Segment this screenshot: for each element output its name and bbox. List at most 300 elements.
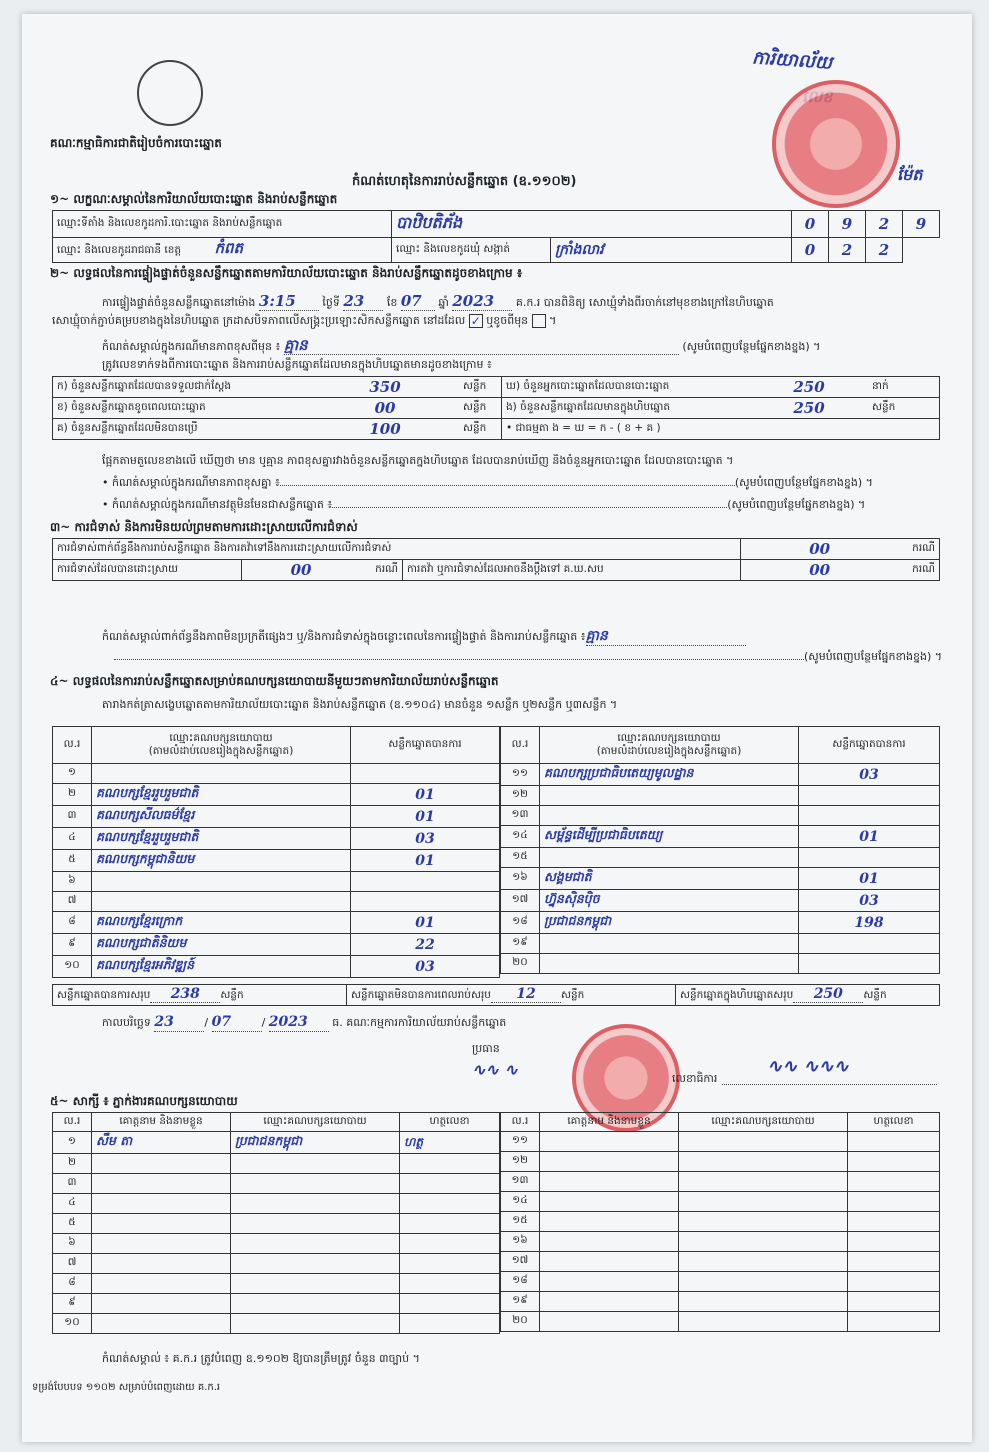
s4-date-year: 2023 [269,1014,329,1032]
s4-party-row [501,764,940,786]
s5-witness-row [53,1154,500,1174]
s5-row-name [540,1272,679,1292]
s4-row-votes: 01 [351,784,500,806]
s4-row-votes: 22 [351,934,500,956]
s2-note-hint: (សូមបំពេញបន្ថែមផ្នែកខាងខ្នង) ។ [682,340,821,353]
s4-row-no: ៩ [53,934,92,956]
s2-bullet1-hint: (សូមបំពេញបន្ថែមផ្នែកខាងខ្នង) ។ [734,476,873,489]
s4-row-no: ១១ [501,764,540,786]
s5-row-sign [848,1312,940,1332]
s5-col-name: គោត្តនាម និងនាមខ្លួន [92,1113,231,1132]
s2-unit: សន្លឹក [459,419,502,440]
s2-value: 350 [311,377,459,398]
s4-totals [52,984,940,1006]
s5-row-party [231,1234,400,1254]
s4-party-row [501,786,940,806]
s2-time-text: ការផ្ទៀងផ្ទាត់ចំនួនសន្លឹកឆ្នោតនៅម៉ោង [102,296,256,309]
s4-total-invalid-label: សន្លឹកឆ្នោតមិនបានការពេលរាប់សរុប [351,989,491,1001]
s4-party-row [501,826,940,848]
s5-row-sign [400,1174,500,1194]
s4-party-row [53,956,500,978]
s5-row-party [231,1214,400,1234]
s1-code-digit: 9 [903,211,940,238]
s5-row-name [540,1312,679,1332]
s5-row-no: ២០ [501,1312,540,1332]
s4-row-party: គណបក្សខ្មែរក្រោក [92,912,351,934]
s4-row-votes [351,872,500,892]
s4-president-label: ប្រធាន [472,1042,500,1055]
s3-row2-value: 00 [242,560,361,581]
s4-row-party: គណបក្សប្រជាធិបតេយ្យមូលដ្ឋាន [540,764,799,786]
s4-row-no: ១៣ [501,806,540,826]
s2-damaged-checkbox-icon[interactable] [532,314,546,328]
s1-polling-station: បាឋិបតិភ័ង [392,211,792,238]
s4-total-box-unit: សន្លឹក [863,989,887,1001]
s4-row-no: ១៨ [501,912,540,934]
s1-commune-code: 2 [866,238,903,263]
s5-row-party [679,1312,848,1332]
s4-row-no: ១៥ [501,848,540,868]
s4-col-no: ល.រ [501,727,540,764]
s4-left-table [52,726,500,978]
s2-year-label: ឆ្នាំ [438,296,449,309]
s4-col-party-sub: (តាមលំដាប់លេខរៀងក្នុងសន្លឹកឆ្នោត) [596,745,742,757]
s2-line1 [102,292,774,311]
s2-bullet2-hint: (សូមបំពេញបន្ថែមផ្នែកខាងខ្នង) ។ [727,498,866,511]
s5-row-name: សឹម តា [92,1132,231,1154]
s3-row2-label: ការជំទាស់ដែលបានដោះស្រាយ [53,560,242,581]
s2-line1-tail: គ.ក.រ បានពិនិត្យ សោឃ្មុំទាំងពីរចាក់នៅមុខខាងក្រៅនៃហិបឆ្នោត [515,296,774,309]
s5-row-sign: ហត្ថ [400,1132,500,1154]
s1-code-digit: 0 [792,211,829,238]
footer-note: កំណត់សម្គាល់ ៖ គ.ក.រ ត្រូវបំពេញ ឧ.១១០២ ឱ្យបានត្រឹមត្រូវ ចំនួន ៣ច្បាប់ ។ [102,1352,420,1365]
s2-bullet2-line [102,498,865,511]
s5-row-no: ១៧ [501,1252,540,1272]
s2-year-value: 2023 [452,292,512,311]
s4-row-no: ៦ [53,872,92,892]
s5-witness-row [501,1172,940,1192]
s2-unchanged-checkbox-icon[interactable]: ✓ [470,314,481,328]
s5-witness-row [53,1194,500,1214]
s5-witness-row [501,1252,940,1272]
s2-formula: • ជាធម្មតា ង = ឃ = ក - ( ខ + គ ) [502,419,940,440]
s2-bullet2: • កំណត់សម្គាល់ក្នុងករណីមានវត្ថុមិនមែនជាសន្លឹកឆ្នោត ៖ [102,498,333,511]
s4-total-valid-cell [53,985,347,1006]
s2-label: គ) ចំនួនសន្លឹកឆ្នោតដែលមិនបានប្រើ [53,419,312,440]
s4-row-party: ហ្វ៊ុនស៊ិនប៉ិច [540,890,799,912]
s2-row [53,377,940,398]
s4-date-day: 23 [154,1014,204,1032]
s4-row-votes: 03 [351,828,500,850]
section2-title: ២~ លទ្ធផលនៃការផ្ទៀងផ្ទាត់ចំនួនសន្លឹកឆ្នោតតាមការិយាល័យបោះឆ្នោត និងរាប់សន្លឹកឆ្នោតដូចខាងក្រោម ៖ [50,266,523,280]
s2-month-label: ខែ [386,296,398,309]
secretary-signature-icon: ∿∿ ∿∿∿ [767,1056,849,1077]
s4-col-party [540,727,799,764]
s5-row-party [231,1194,400,1214]
s5-col-no: ល.រ [53,1113,92,1132]
s4-row-no: ៥ [53,850,92,872]
s4-party-row [53,784,500,806]
s5-row-name [92,1254,231,1274]
s2-table-intro: ត្រូវលេខទាក់ទងពីការបោះឆ្នោត និងការរាប់សន្លឹកឆ្នោតដែលមានក្នុងហិបឆ្នោតមានដូចខាងក្រោម ៖ [102,358,492,371]
s4-total-invalid-unit: សន្លឹក [560,989,585,1001]
form-title: កំណត់ហេតុនៃការរាប់សន្លឹកឆ្នោត (ឧ.១១០២) [352,174,577,189]
s5-row-name [540,1172,679,1192]
s4-row-votes: 01 [799,826,940,848]
s5-row-party [231,1254,400,1274]
s4-total-box: 250 [793,986,863,1003]
s4-row-party [92,892,351,912]
s5-row-party [679,1172,848,1192]
s4-row-no: ៨ [53,912,92,934]
s5-witness-row [501,1272,940,1292]
s5-row-sign [848,1252,940,1272]
form-page [22,14,972,1442]
s4-total-box-cell [676,985,940,1006]
section5-title: ៥~ សាក្សី ៖ ភ្នាក់ងារគណបក្សនយោបាយ [50,1094,238,1108]
s5-witness-row [53,1132,500,1154]
s5-col-party: ឈ្មោះគណបក្សនយោបាយ [679,1113,848,1132]
s4-row-no: ១៤ [501,826,540,848]
s2-note-value: គ្មាន [284,336,679,355]
s4-party-row [501,848,940,868]
s4-date-month: 07 [212,1014,262,1032]
s5-row-party [231,1274,400,1294]
s4-party-row [53,934,500,956]
s4-col-party-title: ឈ្មោះគណបក្សនយោបាយ [169,732,273,745]
s2-bullet1-line [102,476,873,489]
s5-row-party [231,1154,400,1174]
s2-line2-text: សោឃ្មុំចាក់ភ្ជាប់គម្របខាងក្នុងនៃហិបឆ្នោត ក្រដាសបិទភាពលើសង្គ្រះប្រឡោះសិកសន្លឹកឆ្នោត នៅដដែល [52,314,466,327]
s4-col-party [92,727,351,764]
top-right-signature: ម៉ែត [897,165,923,184]
s5-row-no: ១៤ [501,1192,540,1212]
s4-row-votes [799,934,940,954]
s4-party-row [501,912,940,934]
s2-note [102,336,820,355]
s5-row-no: ១១ [501,1132,540,1152]
s5-row-sign [848,1232,940,1252]
s5-row-party [679,1192,848,1212]
s4-row-party: គណបក្សខ្មែររួបរួមជាតិ [92,784,351,806]
s4-row-votes [799,806,940,826]
s2-day-label: ថ្ងៃទី [322,296,340,309]
s5-row-party [679,1152,848,1172]
s5-row-no: ១ [53,1132,92,1154]
s5-row-no: ១២ [501,1152,540,1172]
s4-row-no: ២០ [501,954,540,974]
s4-party-row [53,850,500,872]
s2-row [53,398,940,419]
s5-witness-row [501,1312,940,1332]
s1-code-digit: 2 [866,211,903,238]
section1-title: ១~ លក្ខណៈសម្គាល់នៃការិយាល័យបោះឆ្នោត និងរាប់សន្លឹកឆ្នោត [50,192,338,206]
s4-row-party: គណបក្សសីលធម៌ខ្មែរ [92,806,351,828]
s5-row-name [92,1194,231,1214]
s2-label2: ង) ចំនួនសន្លឹកឆ្នោតដែលមានក្នុងហិបឆ្នោត [502,398,751,419]
s4-row-votes: 03 [799,764,940,786]
s3-note-hint: (សូមបំពេញបន្ថែមផ្នែកខាងខ្នង) ។ [803,650,942,663]
s3-row2-unit2: ករណី [899,560,940,581]
s5-row-party [679,1292,848,1312]
s5-row-party [679,1132,848,1152]
s5-witness-row [53,1274,500,1294]
s5-row-sign [400,1194,500,1214]
s4-party-row [501,934,940,954]
s5-row-name [540,1212,679,1232]
s5-row-name [540,1192,679,1212]
s2-value2: 250 [750,377,868,398]
s2-unit2: នាក់ [868,377,940,398]
s4-row-no: ១២ [501,786,540,806]
s5-row-no: ៤ [53,1194,92,1214]
s5-col-sign: ហត្ថលេខា [848,1113,940,1132]
s5-row-no: ៨ [53,1274,92,1294]
s2-row [53,419,940,440]
s1-commune-label: ឈ្មោះ និងលេខកូដឃុំ សង្កាត់ [392,238,551,263]
s1-commune-code: 0 [792,238,829,263]
s5-row-sign [400,1214,500,1234]
s4-row-party [540,848,799,868]
s4-party-row [501,890,940,912]
s5-row-name [540,1152,679,1172]
s5-row-party [679,1252,848,1272]
s5-witness-row [501,1192,940,1212]
s2-value: 100 [311,419,459,440]
s4-row-votes: 198 [799,912,940,934]
s2-unit: សន្លឹក [459,377,502,398]
s5-row-name [92,1174,231,1194]
s4-party-row [501,806,940,826]
s2-note-label: កំណត់សម្គាល់ក្នុងករណីមានភាពខុសពីមុន ៖ [102,340,281,353]
s3-note-line2 [52,650,942,663]
s2-label2: ឃ) ចំនួនអ្នកបោះឆ្នោតដែលបានបោះឆ្នោត [502,377,751,398]
s3-row1-value: 00 [740,539,899,560]
s2-unit2: សន្លឹក [868,398,940,419]
s4-row-party [92,872,351,892]
section3-title: ៣~ ការជំទាស់ និងការមិនយល់ព្រមតាមការដោះស្រាយលើការជំទាស់ [50,520,358,534]
s4-row-no: ២ [53,784,92,806]
s2-value: 00 [311,398,459,419]
s4-row-no: ១៦ [501,868,540,890]
s5-row-name [92,1294,231,1314]
s5-row-sign [848,1272,940,1292]
s5-row-sign [848,1152,940,1172]
s4-row-no: ១ [53,764,92,784]
president-signature-icon: ∿∿ ∿ [472,1060,518,1079]
s4-row-party: គណបក្សខ្មែររួបរួមជាតិ [92,828,351,850]
s5-row-party [231,1174,400,1194]
s5-row-name [92,1154,231,1174]
s2-check-line: ផ្អែកតាមតួលេខខាងលើ ឃើញថា មាន ឬគ្មាន ភាពខុសគ្នារវាងចំនួនសន្លឹកឆ្នោតក្នុងហិបឆ្នោត ដែលបានរាប់ឃើញ និងចំនួនអ្នកបោះឆ្នោត ដែលបានបោះឆ្នោត ។ [102,454,734,467]
s4-total-valid-label: សន្លឹកឆ្នោតបានការសរុប [57,989,151,1001]
s2-unit: សន្លឹក [459,398,502,419]
s5-col-no: ល.រ [501,1113,540,1132]
s3-note-label: កំណត់សម្គាល់ពាក់ព័ន្ធនឹងភាពមិនប្រក្រតីផ្សេងៗ ឬ/និងការជំទាស់ក្នុងចន្លោះពេលនៃការផ្ទៀងផ្ទាត់ និងការរាប់សន្លឹកឆ្នោត ៖ [102,630,586,643]
s5-row-no: ១៨ [501,1272,540,1292]
s5-witness-row [53,1234,500,1254]
s5-row-no: ១៩ [501,1292,540,1312]
s5-witness-row [53,1314,500,1334]
s3-note-value: គ្មាន [586,628,746,646]
s5-right-table [500,1112,940,1332]
s5-col-sign: ហត្ថលេខា [400,1113,500,1132]
s5-row-no: ១៦ [501,1232,540,1252]
s5-row-party [679,1212,848,1232]
s4-total-invalid-cell [347,985,676,1006]
s5-col-party: ឈ្មោះគណបក្សនយោបាយ [231,1113,400,1132]
s4-row-no: ៣ [53,806,92,828]
s4-col-party-title: ឈ្មោះគណបក្សនយោបាយ [617,732,721,745]
s4-total-invalid: 12 [491,986,561,1003]
s5-row-party [231,1314,400,1334]
s4-col-party-sub: (តាមលំដាប់លេខរៀងក្នុងសន្លឹកឆ្នោត) [148,745,294,757]
s5-row-sign [400,1274,500,1294]
s4-row-votes: 01 [351,912,500,934]
s1-code-digit: 9 [829,211,866,238]
s5-row-sign [848,1132,940,1152]
s4-row-no: ៧ [53,892,92,912]
s4-party-row [53,872,500,892]
s5-left-table [52,1112,500,1334]
s5-row-name [540,1132,679,1152]
s5-row-party [231,1294,400,1314]
s5-row-name [540,1252,679,1272]
s5-witness-row [501,1152,940,1172]
s1-province-label: ឈ្មោះ និងលេខកូដរាជធានី ខេត្ត [57,244,182,256]
s4-row-party: គណបក្សជាតិនិយម [92,934,351,956]
s5-row-party [679,1272,848,1292]
s4-right-table [500,726,940,974]
s5-row-party [679,1232,848,1252]
s4-row-party: ប្រជាជនកម្ពុជា [540,912,799,934]
section1-table [52,210,940,263]
s1-row1-label: ឈ្មោះទីតាំង និងលេខកូដការិ.បោះឆ្នោត និងរាប់សន្លឹកឆ្នោត [53,211,392,238]
s5-witness-row [53,1294,500,1314]
s5-witness-row [501,1132,940,1152]
s5-row-sign [848,1292,940,1312]
s4-sign-commission: ធ. គណៈកម្មការការិយាល័យរាប់សន្លឹកឆ្នោត [332,1016,507,1029]
s4-party-row [53,828,500,850]
s5-row-sign [400,1314,500,1334]
s4-col-votes: សន្លឹកឆ្នោតបានការ [351,727,500,764]
s4-row-party: សម្ព័ន្ធដើម្បីប្រជាធិបតេយ្យ [540,826,799,848]
s5-row-sign [400,1254,500,1274]
s5-row-no: ៣ [53,1174,92,1194]
s4-row-party [92,764,351,784]
s4-row-votes [799,848,940,868]
s5-row-name [92,1274,231,1294]
s4-row-votes: 03 [799,890,940,912]
s4-col-votes: សន្លឹកឆ្នោតបានការ [799,727,940,764]
s4-row-party [540,954,799,974]
s1-commune-code: 2 [829,238,866,263]
s5-row-no: ៩ [53,1294,92,1314]
s5-row-no: ៥ [53,1214,92,1234]
s4-party-row [53,764,500,784]
s2-label: ខ) ចំនួនសន្លឹកឆ្នោតខូចពេលបោះឆ្នោត [53,398,312,419]
s5-row-name [92,1214,231,1234]
s5-col-name: គោត្តនាម និងនាមខ្លួន [540,1113,679,1132]
s2-value2: 250 [750,398,868,419]
s4-row-votes [799,954,940,974]
s4-row-votes: 01 [799,868,940,890]
s4-secretary-label: លេខាធិការ [672,1072,718,1085]
s3-row2-value2: 00 [740,560,899,581]
s5-row-sign [848,1172,940,1192]
s5-row-name [92,1314,231,1334]
s5-row-sign [400,1294,500,1314]
nec-emblem-icon [137,60,203,126]
s2-label: ក) ចំនួនសន្លឹកឆ្នោតដែលបានទទួលជាក់ស្តែង [53,377,312,398]
s4-row-votes: 01 [351,806,500,828]
s1-row2-label [53,238,392,263]
s1-commune-value: ក្រាំងលាវ [551,238,792,263]
s2-bullet1: • កំណត់សម្គាល់ក្នុងករណីមានភាពខុសគ្នា ៖ [102,476,280,489]
s3-note [102,628,746,646]
s5-witness-row [501,1232,940,1252]
s5-row-sign [400,1154,500,1174]
s4-party-row [53,806,500,828]
s5-row-sign [400,1234,500,1254]
s5-row-no: ១៥ [501,1212,540,1232]
s5-witness-row [53,1174,500,1194]
s5-row-party: ប្រជាជនកម្ពុជា [231,1132,400,1154]
s5-witness-row [501,1212,940,1232]
s4-party-row [501,954,940,974]
s4-row-party [540,786,799,806]
s4-total-valid: 238 [150,986,220,1003]
s4-row-no: ១០ [53,956,92,978]
s5-row-no: ៧ [53,1254,92,1274]
s4-row-votes [799,786,940,806]
s5-row-sign [848,1212,940,1232]
s5-row-no: ១៣ [501,1172,540,1192]
footer-form-ref: ទម្រង់បែបបទ ១១០២ សម្រាប់បំពេញដោយ គ.ក.រ [32,1382,221,1393]
s5-row-sign [848,1192,940,1212]
s4-total-box-label: សន្លឹកឆ្នោតក្នុងហិបឆ្នោតសរុប [680,989,794,1001]
s1-province-value: កំពត [214,239,244,257]
s3-row1-unit: ករណី [899,539,940,560]
s4-row-party [540,934,799,954]
s2-time-value: 3:15 [259,292,319,311]
s2-line2-tail: ឬខូចពីមុន [486,314,529,327]
s5-row-no: ៦ [53,1234,92,1254]
s5-row-name [540,1232,679,1252]
s4-intro: តារាងកត់ត្រាសង្ខេបឆ្នោតតាមការិយាល័យបោះឆ្នោត និងរាប់សន្លឹកឆ្នោត (ឧ.១១០៤) មានចំនួន ១សន្លឹក ឬ២សន្លឹក ឬ៣សន្លឹក ។ [102,698,618,711]
s5-row-name [540,1292,679,1312]
top-right-handwriting: ការិយាល័យ [751,47,833,74]
section4-title: ៤~ លទ្ធផលនៃការរាប់សន្លឹកឆ្នោតសម្រាប់គណបក្សនយោបាយនីមួយៗតាមការិយាល័យរាប់សន្លឹកឆ្នោត [50,674,499,688]
s3-table [52,538,940,581]
s5-witness-row [53,1214,500,1234]
s4-row-party [540,806,799,826]
s4-row-votes [351,764,500,784]
s2-day-value: 23 [343,292,383,311]
s4-date-label: កាលបរិច្ឆេទ [102,1016,151,1029]
s3-row1-label: ការជំទាស់ពាក់ព័ន្ធនឹងការរាប់សន្លឹកឆ្នោត និងការតវ៉ាទៅនឹងការដោះស្រាយលើការជំទាស់ [53,539,741,560]
secretary-signature-line [722,1084,937,1085]
s4-total-valid-unit: សន្លឹក [220,989,244,1001]
s3-row2-unit: ករណី [360,560,403,581]
top-official-seal-icon [772,80,900,208]
s5-witness-row [53,1254,500,1274]
s4-row-votes: 03 [351,956,500,978]
s4-row-votes: 01 [351,850,500,872]
s5-row-no: ២ [53,1154,92,1174]
s4-row-no: ១៧ [501,890,540,912]
s4-date-line: កាលបរិច្ឆេទ 23 / 07 / 2023 ធ. គណៈកម្មការការិយាល័យរាប់សន្លឹកឆ្នោត [102,1014,507,1030]
